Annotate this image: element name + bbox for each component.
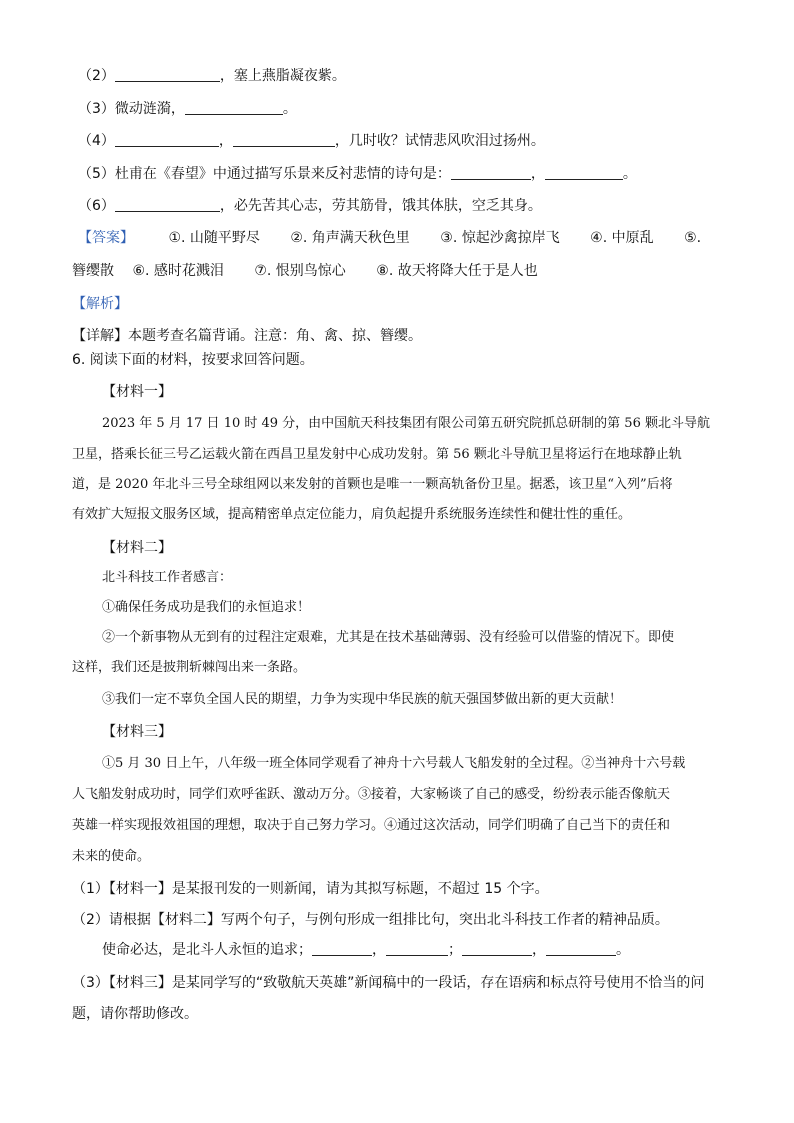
answer-label: 【答案】 [78, 230, 134, 246]
material-3-line: ①5 月 30 日上午，八年级一班全体同学观看了神舟十六号载人飞船发射的全过程。②当神舟十六号载 [102, 756, 686, 771]
answer-blank[interactable] [233, 132, 335, 147]
subquestion-2-example [102, 940, 630, 960]
analysis-label: 【解析】 [72, 296, 128, 312]
answer-blank[interactable] [185, 100, 283, 115]
line-text: ，塞上燕脂凝夜紫。 [219, 68, 346, 84]
item-number: （3） [78, 101, 115, 117]
answer-item: ③. 惊起沙禽掠岸飞 [440, 230, 560, 246]
material-2-line: 北斗科技工作者感言： [102, 570, 233, 585]
material-1-line: 有效扩大短报文服务区域，提高精密单点定位能力，肩负起提升系统服务连续性和健壮性的重任。 [72, 507, 632, 522]
material-3-line: 英雄一样实现报效祖国的理想，取决于自己努力学习。④通过这次活动，同学们明确了自己当下的责任和 [72, 818, 671, 833]
material-3-line: 人飞船发射成功时，同学们欢呼雀跃、激动万分。③接着，大家畅谈了自己的感受，纷纷表示能否像航天 [72, 787, 671, 802]
answer-item: ⑥. 感时花溅泪 [132, 263, 224, 279]
material-2-line: 这样，我们还是披荆斩棘闯出来一条路。 [72, 660, 307, 675]
material-2-line: ③我们一定不辜负全国人民的期望，力争为实现中华民族的航天强国梦做出新的更大贡献！ [102, 692, 623, 707]
material-2-label: 【材料二】 [102, 540, 172, 556]
item-number: （4） [78, 133, 115, 149]
answer-row-1 [78, 228, 701, 248]
answer-item: ⑧. 故天将降大任于是人也 [376, 263, 538, 279]
line-text: 微动涟漪， [114, 101, 185, 117]
q6-title: 6. 阅读下面的材料，按要求回答问题。 [72, 352, 314, 368]
line-text: ，必先苦其心志，劳其筋骨，饿其体肤，空乏其身。 [219, 198, 542, 214]
item-number: （2） [78, 68, 115, 84]
material-2-line: ②一个新事物从无到有的过程注定艰难，尤其是在技术基础薄弱、没有经验可以借鉴的情况下。即使 [102, 630, 675, 645]
q5-line-4 [78, 131, 545, 151]
material-1-line: 卫星，搭乘长征三号乙运载火箭在西昌卫星发射中心成功发射。第 56 颗北斗导航卫星将运行在地球静止轨 [72, 447, 682, 462]
subquestion-3-cont: 题，请你帮助修改。 [72, 1006, 198, 1022]
answer-blank[interactable] [115, 197, 220, 212]
answer-blank[interactable] [451, 165, 531, 180]
q5-line-2 [78, 66, 346, 86]
answer-item: ②. 角声满天秋色里 [290, 230, 410, 246]
subquestion-3: （3）【材料三】是某同学写的“致敬航天英雄”新闻稿中的一段话，存在语病和标点符号使用不恰当的问 [72, 975, 705, 991]
answer-row-2 [72, 261, 538, 281]
material-1-label: 【材料一】 [102, 384, 172, 400]
material-1-line: 道，是 2020 年北斗三号全球组网以来发射的首颗也是唯一一颗高轨备份卫星。据悉，该卫星“入列”后将 [72, 477, 673, 492]
material-3-label: 【材料三】 [102, 724, 172, 740]
q5-line-5 [78, 164, 637, 184]
line-text: ， [372, 942, 386, 958]
answer-item: ④. 中原乱 [590, 230, 654, 246]
answer-item: ⑦. 恨别鸟惊心 [254, 263, 346, 279]
answer-blank[interactable] [545, 165, 623, 180]
line-text: ， [532, 942, 546, 958]
subquestion-2: （2）请根据【材料二】写两个句子，与例句形成一组排比句，突出北斗科技工作者的精神品质。 [72, 912, 669, 928]
detail-text: 【详解】本题考查名篇背诵。注意：角、禽、掠、簪缨。 [72, 328, 422, 344]
line-text: 。 [622, 166, 637, 182]
subquestion-1: （1）【材料一】是某报刊发的一则新闻，请为其拟写标题，不超过 15 个字。 [72, 881, 549, 897]
line-text: 。 [282, 101, 297, 117]
q5-line-3 [78, 99, 297, 119]
answer-item: 簪缨散 [72, 263, 114, 279]
item-number: （5） [78, 166, 115, 182]
q5-line-6 [78, 196, 542, 216]
line-text: ； [448, 942, 462, 958]
answer-blank[interactable] [115, 132, 219, 147]
answer-item: ⑤. [684, 230, 702, 246]
example-text: 使命必达，是北斗人永恒的追求； [102, 942, 312, 958]
line-text: ，几时收？试情悲风吹泪过扬州。 [334, 133, 545, 149]
material-3-line: 未来的使命。 [72, 849, 151, 864]
answer-blank[interactable] [115, 67, 220, 82]
line-text: ， [530, 166, 545, 182]
line-text: 杜甫在《春望》中通过描写乐景来反衬悲情的诗句是： [114, 166, 451, 182]
answer-blank[interactable] [462, 941, 532, 956]
line-text: ， [218, 133, 233, 149]
material-2-line: ①确保任务成功是我们的永恒追求！ [102, 600, 311, 615]
answer-blank[interactable] [546, 941, 616, 956]
answer-item: ①. 山随平野尽 [168, 230, 260, 246]
answer-blank[interactable] [312, 941, 372, 956]
item-number: （6） [78, 198, 115, 214]
line-text: 。 [616, 942, 630, 958]
answer-blank[interactable] [386, 941, 448, 956]
material-1-line: 2023 年 5 月 17 日 10 时 49 分，由中国航天科技集团有限公司第五研究院抓总研制的第 56 颗北斗导航 [102, 416, 710, 431]
